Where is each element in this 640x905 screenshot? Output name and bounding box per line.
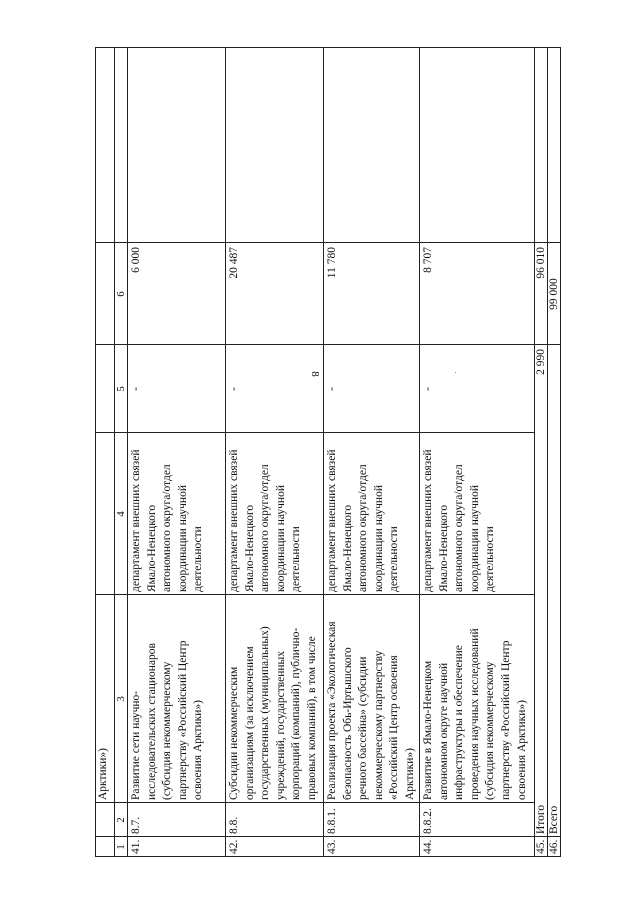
vsego-label: Всего xyxy=(548,805,560,834)
col-header-3: 3 xyxy=(115,696,127,702)
row-42-num: 42. xyxy=(228,839,240,854)
row-44-name: Развитие в Ямало-Ненецком автономном округе научной инфраструктуры и обеспечение проведения научных исследований (субсидия некоммерческому партнерству «Российский Центр освоения Арктики») xyxy=(422,628,528,800)
col-header-4: 4 xyxy=(115,511,127,517)
itogo-col5: 2 990 xyxy=(535,349,547,375)
row-43-num: 43. xyxy=(326,839,338,854)
row-42-col5: - xyxy=(228,387,240,391)
row-42-name: Субсидии некоммерческим организациям (за исключением государственных (муниципальных) учреждений, государственных корпораций (компаний), публично- правовых компаний), в том числе xyxy=(228,626,318,800)
row-41-num: 41. xyxy=(130,839,142,854)
row-41-name: Развитие сети научно- исследовательских стационаров (субсидия некоммерческому партнерству «Российский Центр освоения Арктики») xyxy=(130,640,205,800)
continuation-text: Арктики») xyxy=(97,748,109,800)
row-42-executor: департамент внешних связей Ямало-Ненецкого автономного округа/отдел координации научной деятельности xyxy=(228,449,303,592)
itogo-amount: 96 010 xyxy=(535,247,547,279)
row-43-col5: - xyxy=(326,387,338,391)
row-44-num: 44. xyxy=(422,839,434,854)
row-41-col5: - xyxy=(130,387,142,391)
row-45-num: 45. xyxy=(535,839,547,854)
row-44-code: 8.8.2. xyxy=(422,808,434,834)
row-42-code: 8.8. xyxy=(228,816,240,834)
budget-table xyxy=(95,47,560,857)
col-header-2: 2 xyxy=(115,817,127,823)
row-41-code: 8.7. xyxy=(130,816,142,834)
row-44-executor: департамент внешних связей Ямало-Ненецкого автономного округа/отдел координации научной деятельности xyxy=(422,449,497,592)
row-44-amount: 8 707 xyxy=(422,247,434,273)
row-43-executor: департамент внешних связей Ямало-Ненецкого автономного округа/отдел координации научной деятельности xyxy=(326,449,401,592)
col-header-5: 5 xyxy=(115,386,127,392)
row-46-num: 46. xyxy=(548,839,560,854)
row-43-name: Реализация проекта «Экологическая безопасность Обь-Иртышского речного бассейна» (субсидии некоммерческому партнерству «Российский Центр освоения Арктики») xyxy=(326,621,416,800)
rotated-table-container xyxy=(95,47,560,857)
row-41-amount: 6 000 xyxy=(130,247,142,273)
row-43-amount: 11 780 xyxy=(326,247,338,279)
row-44-col5: - xyxy=(422,387,434,391)
row-42-amount: 20 487 xyxy=(228,247,240,279)
row-41-executor: департамент внешних связей Ямало-Ненецкого автономного округа/отдел координации научной деятельности xyxy=(130,449,205,592)
itogo-label: Итого xyxy=(535,804,547,834)
col-header-6: 6 xyxy=(115,291,127,297)
page-number: 8 xyxy=(308,371,321,377)
col-header-1: 1 xyxy=(115,844,127,850)
vsego-total: 99 000 xyxy=(548,278,560,310)
row-43-code: 8.8.1. xyxy=(326,808,338,834)
